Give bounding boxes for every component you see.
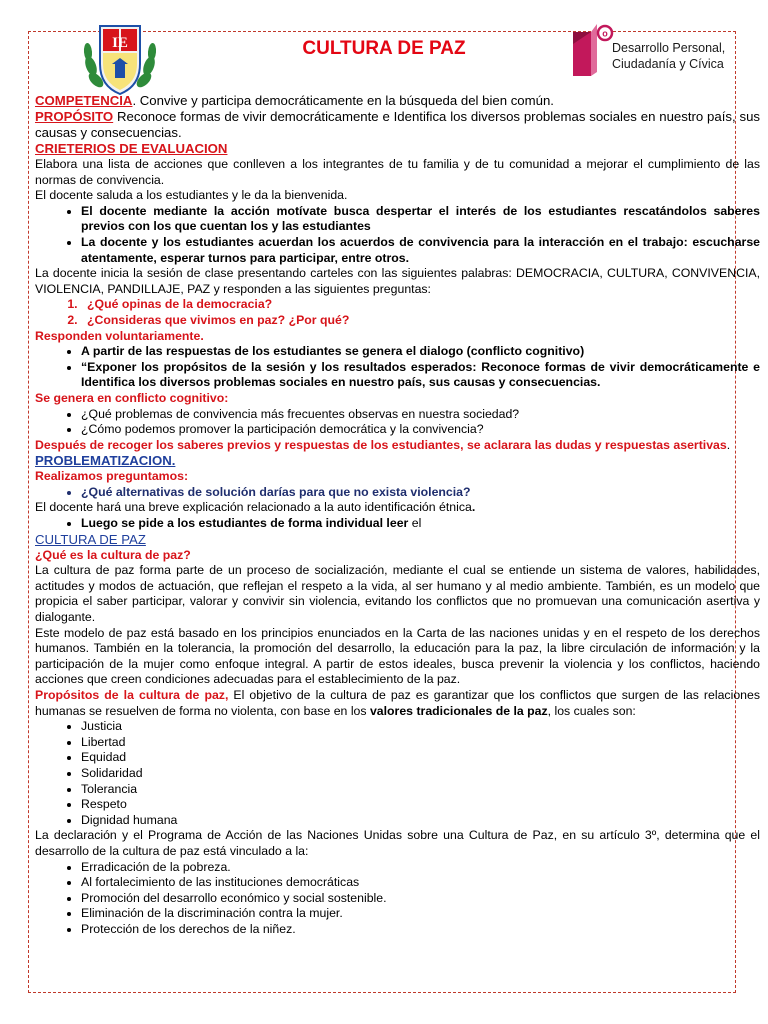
- list-item: • Libertad: [81, 735, 760, 751]
- list-item: • Equidad: [81, 750, 760, 766]
- list-item: • A partir de las respuestas de los estudiantes se genera el dialogo (conflicto cognitivo): [81, 344, 760, 360]
- proposito-text: Reconoce formas de vivir democráticamente e Identifica los diversos problemas sociales en nuestro país, sus causas y consecuencias.: [35, 109, 760, 140]
- list-item: • Justicia: [81, 719, 760, 735]
- preguntas-list: [35, 297, 760, 328]
- greeting-text: El docente saluda a los estudiantes y le da la bienvenida.: [35, 188, 348, 203]
- list-item: • Al fortalecimiento de las instituciones democráticas: [81, 875, 760, 891]
- criterios-heading: CRIETERIOS DE EVALUACION: [35, 141, 228, 156]
- list-item: [81, 422, 760, 438]
- cultura-paragraph-2: Este modelo de paz está basado en los principios enunciados en la Carta de las naciones unidas y en el respeto de los derechos humanos. También en la tolerancia, la promoción del desarrollo, la educación para la paz, la libre circulación de información y la participación de la mujer como enfoque integral. A partir de estos ideales, busca prevenir la violencia y los conflictos, haciendo acciones que creen condiciones adecuadas para el establecimiento de la paz.: [35, 625, 760, 687]
- problematizacion-sub: Realizamos preguntamos:: [35, 469, 189, 484]
- list-item-text: ¿Cómo: [81, 422, 125, 437]
- competencia-text: . Convive y participa democráticamente en la búsqueda del bien común.: [132, 93, 554, 108]
- cultura-question: ¿Qué es la cultura de paz?: [35, 547, 191, 562]
- page-title: CULTURA DE PAZ: [302, 38, 466, 59]
- list-item: • Promoción del desarrollo económico y social sostenible.: [81, 891, 760, 907]
- cultura-heading: CULTURA DE PAZ: [35, 531, 146, 547]
- responden-text: Responden voluntariamente.: [35, 328, 204, 343]
- despues-text-main: Después de recoger los saberes previos y respuestas de los estudiantes, se aclarara las dudas y respuestas asertivas: [35, 437, 727, 452]
- carteles-text: La docente inicia la sesión de clase presentando carteles con las siguientes palabras: DEMOCRACIA, CULTURA, CONVIVENCIA, VIOLENCIA, PANDILLAJE, PAZ y responden a las siguientes preguntas:: [35, 266, 760, 296]
- list-item: • ¿Qué alternativas de solución darías para que no exista violencia?: [81, 485, 760, 501]
- list-item: [81, 516, 760, 532]
- list-item: 1. ¿Qué opinas de la democracia?: [81, 297, 760, 313]
- list-item: • Eliminación de la discriminación contra la mujer.: [81, 906, 760, 922]
- explicacion-text-dot: .: [471, 500, 476, 515]
- problematizacion-list: [35, 485, 760, 501]
- luego-list: [35, 516, 760, 532]
- school-logo-letters: IE: [112, 35, 128, 51]
- propositos-bold: valores tradicionales de la paz: [369, 703, 548, 718]
- list-item: • El docente mediante la acción motívate busca despertar el interés de los estudiantes rescatándolos saberes previos con los que cuentan los y las estudiantes: [81, 204, 760, 235]
- list-item: • Solidaridad: [81, 766, 760, 782]
- criterios-text: Elabora una lista de acciones que conlleven a los integrantes de tu familia y de tu comunidad a mejorar el cumplimiento de las normas de convivencia.: [35, 157, 760, 187]
- list-item-text: ¿Qué problemas de convivencia más frecuentes observas en nuestra sociedad?: [81, 406, 520, 421]
- proposito-label: PROPÓSITO: [35, 109, 114, 124]
- propositos-end: , los cuales son:: [547, 703, 636, 718]
- despues-text: [35, 438, 760, 454]
- conflicto-list: [35, 407, 760, 438]
- session-content: [35, 93, 760, 938]
- list-item: [81, 407, 760, 423]
- list-item: • La docente y los estudiantes acuerdan los acuerdos de convivencia para la interacción en el trabajo: escucharse atentamente, esperar turnos para participar, entre otros.: [81, 235, 760, 266]
- propositos-paragraph: [35, 688, 760, 719]
- propositos-label: Propósitos de la cultura de paz,: [35, 688, 229, 702]
- list-item: • Tolerancia: [81, 782, 760, 798]
- competencia-label: COMPETENCIA: [35, 93, 133, 108]
- conflicto-heading: Se genera en conflicto cognitivo:: [35, 390, 229, 405]
- competencia: [35, 93, 760, 109]
- list-item: • Respeto: [81, 797, 760, 813]
- list-item-text-rest: podemos promover la participación democrática y la convivencia?: [124, 422, 484, 437]
- valores-list: [35, 719, 760, 828]
- list-item: • Protección de los derechos de la niñez.: [81, 922, 760, 938]
- svg-text:o: o: [602, 28, 608, 39]
- propositos-text: El objetivo de la cultura de paz es garantizar que los conflictos que surgen de las relaciones humanas se resuelven de forma no violenta, con base en los: [35, 688, 760, 718]
- area-name: [612, 40, 725, 72]
- problematizacion-heading: PROBLEMATIZACION.: [35, 453, 176, 469]
- inicio-list-2: [35, 344, 760, 391]
- list-item: • Dignidad humana: [81, 813, 760, 829]
- inicio-list: [35, 204, 760, 266]
- declaracion-text: La declaración y el Programa de Acción de las Naciones Unidas sobre una Cultura de Paz, en su artículo 3º, determina que el desarrollo de la cultura de paz está vinculado a la:: [35, 828, 760, 858]
- list-item: • “Exponer los propósitos de la sesión y los resultados esperados: Reconoce formas de vivir democráticamente e Identifica los diversos problemas sociales en nuestro país, sus causas y consecuencias.: [81, 360, 760, 391]
- despues-text-dot: .: [726, 437, 731, 452]
- list-item: • Erradicación de la pobreza.: [81, 860, 760, 876]
- proposito: [35, 109, 760, 141]
- explicacion-text-main: El docente hará una breve explicación relacionado a la auto identificación étnica: [35, 500, 472, 515]
- list-item: 2. ¿Consideras que vivimos en paz? ¿Por qué?: [81, 313, 760, 329]
- cultura-paragraph-1: La cultura de paz forma parte de un proceso de socialización, mediante el cual se entiende un sistema de valores, habilidades, actitudes y modos de actuación, que reflejan el respeto a la vida, al ser humano y al medio ambiente. También, es un modelo que propicia el saber participar, valorar y convivir sin violencia, evitando los conflictos que no promuevan una comunicación asertiva y dialogante.: [35, 563, 760, 625]
- explicacion-text: [35, 500, 760, 516]
- area-name-line1: Desarrollo Personal,: [612, 41, 726, 55]
- area-name-line2: Ciudadanía y Cívica: [612, 57, 724, 71]
- luego-rest: el: [408, 516, 422, 531]
- luego-bold: Luego se pide a los estudiantes de forma individual leer: [81, 516, 409, 531]
- vinculos-list: [35, 860, 760, 938]
